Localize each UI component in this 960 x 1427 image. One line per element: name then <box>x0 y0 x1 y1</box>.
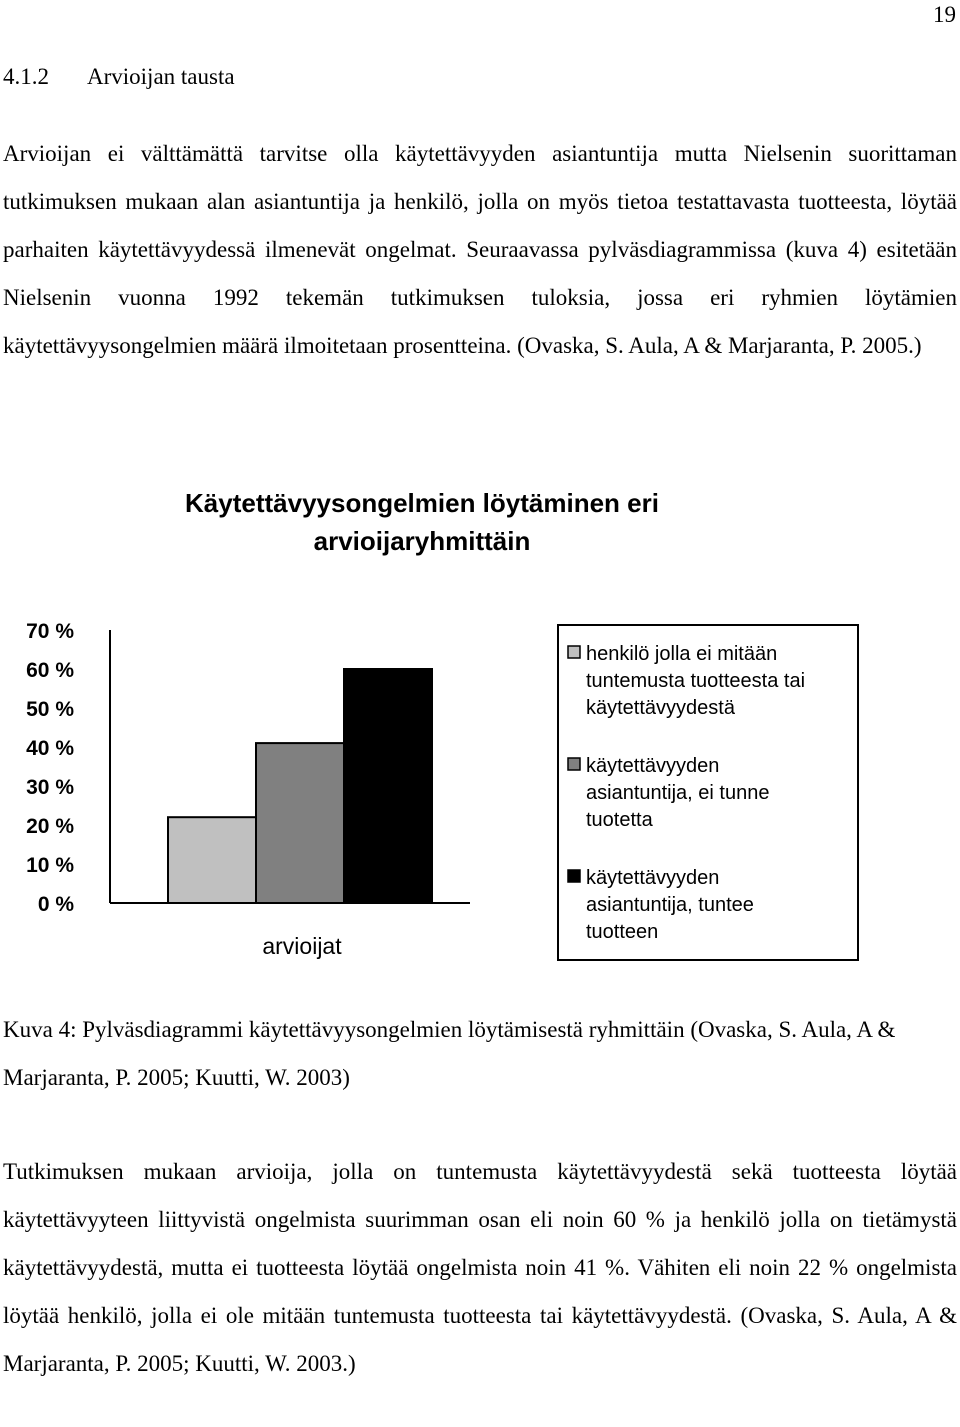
chart-title-line: Käytettävyysongelmien löytäminen eri <box>185 488 659 518</box>
body-paragraph-2: Tutkimuksen mukaan arvioija, jolla on tuntemusta käytettävyydestä sekä tuotteesta löytää käytettävyyteen liittyvistä ongelmista suurimman osan eli noin 60 % ja henkilö jolla on tietämystä käytettävyydestä, mutta ei tuotteesta löytää ongelmista noin 41 %. Vähiten eli noin 22 % ongelmista löytää henkilö, jolla ei ole mitään tuntemusta tuotteesta tai käytettävyydestä. (Ovaska, S. Aula, A & Marjaranta, P. 2005; Kuutti, W. 2003.) <box>3 1159 957 1376</box>
legend-label-line: käytettävyyden <box>586 867 720 889</box>
bar <box>344 669 432 903</box>
legend-swatch <box>568 758 580 770</box>
y-tick-label: 60 % <box>26 659 74 682</box>
bar-chart-figure <box>0 470 960 970</box>
legend-label-line: asiantuntija, tuntee <box>586 894 754 916</box>
y-tick-label: 50 % <box>26 698 74 721</box>
y-tick-label: 30 % <box>26 776 74 799</box>
page-number: 19 <box>933 2 956 27</box>
bar <box>256 743 344 903</box>
y-tick-label: 40 % <box>26 737 74 760</box>
legend-label-line: käytettävyydestä <box>586 697 735 719</box>
y-tick-label: 70 % <box>26 620 74 643</box>
body-paragraph-1: Arvioijan ei välttämättä tarvitse olla käytettävyyden asiantuntija mutta Nielsenin suorittaman tutkimuksen mukaan alan asiantuntija ja henkilö, jolla on myös tietoa testattavasta tuotteesta, löytää parhaiten käytettävyydessä ilmenevät ongelmat. Seuraavassa pylväsdiagrammissa (kuva 4) esitetään Nielsenin vuonna 1992 tekemän tutkimuksen tuloksia, jossa eri ryhmien löytämien käytettävyysongelmien määrä ilmoitetaan prosentteina. (Ovaska, S. Aula, A & Marjaranta, P. 2005.) <box>3 141 957 358</box>
x-axis-label: arvioijat <box>262 933 342 959</box>
y-tick-label: 0 % <box>37 893 74 916</box>
legend-swatch <box>568 870 580 882</box>
legend-label-line: henkilö jolla ei mitään <box>586 643 778 665</box>
y-tick-label: 20 % <box>26 815 74 838</box>
chart-title-line: arvioijaryhmittäin <box>313 526 531 556</box>
y-tick-label: 10 % <box>26 854 74 877</box>
bar-chart <box>0 470 960 970</box>
legend-swatch <box>568 646 580 658</box>
legend-label-line: asiantuntija, ei tunne <box>586 782 770 804</box>
legend-label-line: tuntemusta tuotteesta tai <box>586 670 806 692</box>
legend-label-line: tuotetta <box>586 809 653 831</box>
bar <box>168 817 256 903</box>
figure-caption: Kuva 4: Pylväsdiagrammi käytettävyysongelmien löytämisestä ryhmittäin (Ovaska, S. Aula, A & Marjaranta, P. 2005; Kuutti, W. 2003) <box>3 1017 896 1090</box>
legend-label-line: käytettävyyden <box>586 755 720 777</box>
section-number: 4.1.2 <box>3 64 49 89</box>
section-title: Arvioijan tausta <box>87 64 235 89</box>
section-heading <box>3 64 235 90</box>
legend-label-line: tuotteen <box>586 921 659 943</box>
